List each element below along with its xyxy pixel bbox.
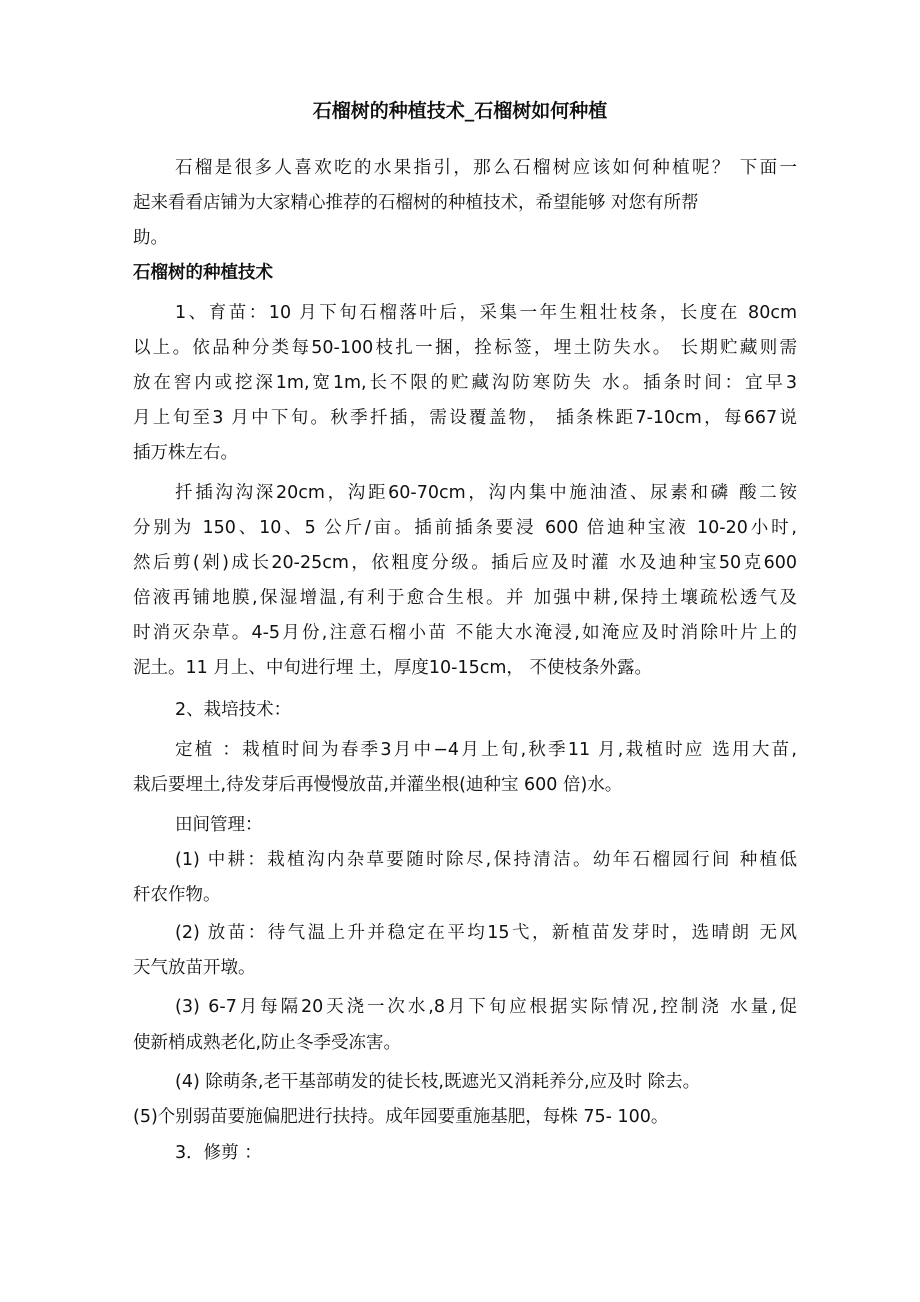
text-line: 使新梢成熟老化,防止冬季受冻害。 (133, 1033, 402, 1053)
text-line: 石榴是很多人喜欢吃的水果指引，那么石榴树应该如何种植呢？ 下面一 (175, 158, 797, 178)
text-line: 时消灭杂草。4-5月份,注意石榴小苗 不能大水淹浸,如淹应及时消除叶片上的 (133, 623, 797, 643)
text-line: 助。 (133, 228, 168, 248)
text-line: 3．修剪 ： (175, 1143, 262, 1163)
text-line: 泥土。11 月上、中旬进行埋 土，厚度10-15cm， 不使枝条外露。 (133, 658, 652, 678)
text-line: 田间管理： (175, 815, 263, 835)
document-title: 石榴树的种植技术_石榴树如何种植 (312, 100, 608, 122)
text-line: 秆农作物。 (133, 885, 221, 905)
text-line: 放在窖内或挖深1m,宽1m,长不限的贮藏沟防寒防失 水。插条时间：宜早3 (133, 373, 797, 393)
text-line: (2) 放苗：待气温上升并稳定在平均15弋，新植苗发芽时，选晴朗 无风 (175, 923, 797, 943)
text-line: 栽后要埋土,待发芽后再慢慢放苗,并灌坐根(迪种宝 600 倍)水。 (133, 775, 623, 795)
text-line: 插万株左右。 (133, 443, 238, 463)
text-line: 天气放苗开墩。 (133, 958, 256, 978)
text-line: 2、栽培技术： (175, 700, 292, 720)
text-line: (1) 中耕：栽植沟内杂草要随时除尽,保持清洁。幼年石榴园行间 种植低 (175, 850, 797, 870)
section-heading: 石榴树的种植技术 (133, 263, 273, 283)
text-line: 分别为 150、10、5 公斤/亩。插前插条要浸 600 倍迪种宝液 10-20小时, (133, 518, 797, 538)
text-line: (5)个别弱苗要施偏肥进行扶持。成年园要重施基肥，每株 75- 100。 (133, 1107, 669, 1127)
text-line: 倍液再铺地膜,保湿增温,有利于愈合生根。并 加强中耕,保持土壤疏松透气及 (133, 588, 797, 608)
text-line: 定植 ：栽植时间为春季3月中−4月上旬,秋季11 月,栽植时应 选用大苗, (175, 740, 797, 760)
text-line: 月上旬至3 月中下旬。秋季扦插，需设覆盖物， 插条株距7-10cm，每667说 (133, 408, 797, 428)
text-line: (3) 6-7月每隔20天浇一次水,8月下旬应根据实际情况,控制浇 水量,促 (175, 997, 797, 1017)
text-line: 扦插沟沟深20cm，沟距60-70cm，沟内集中施油渣、尿素和磷 酸二铵 (175, 483, 797, 503)
text-line: 1、育苗：10 月下旬石榴落叶后，采集一年生粗壮枝条，长度在 80cm (175, 303, 797, 323)
text-line: 然后剪(剁)成长20-25cm，依粗度分级。插后应及时灌 水及迪种宝50克600 (133, 553, 797, 573)
text-line: 起来看看店铺为大家精心推荐的石榴树的种植技术，希望能够 对您有所帮 (133, 193, 699, 213)
text-line: 以上。依品种分类每50-100枝扎一捆，拴标签，埋土防失水。 长期贮藏则需 (133, 338, 797, 358)
text-line: (4) 除萌条,老干基部萌发的徒长枝,既遮光又消耗养分,应及时 除去。 (175, 1072, 701, 1092)
